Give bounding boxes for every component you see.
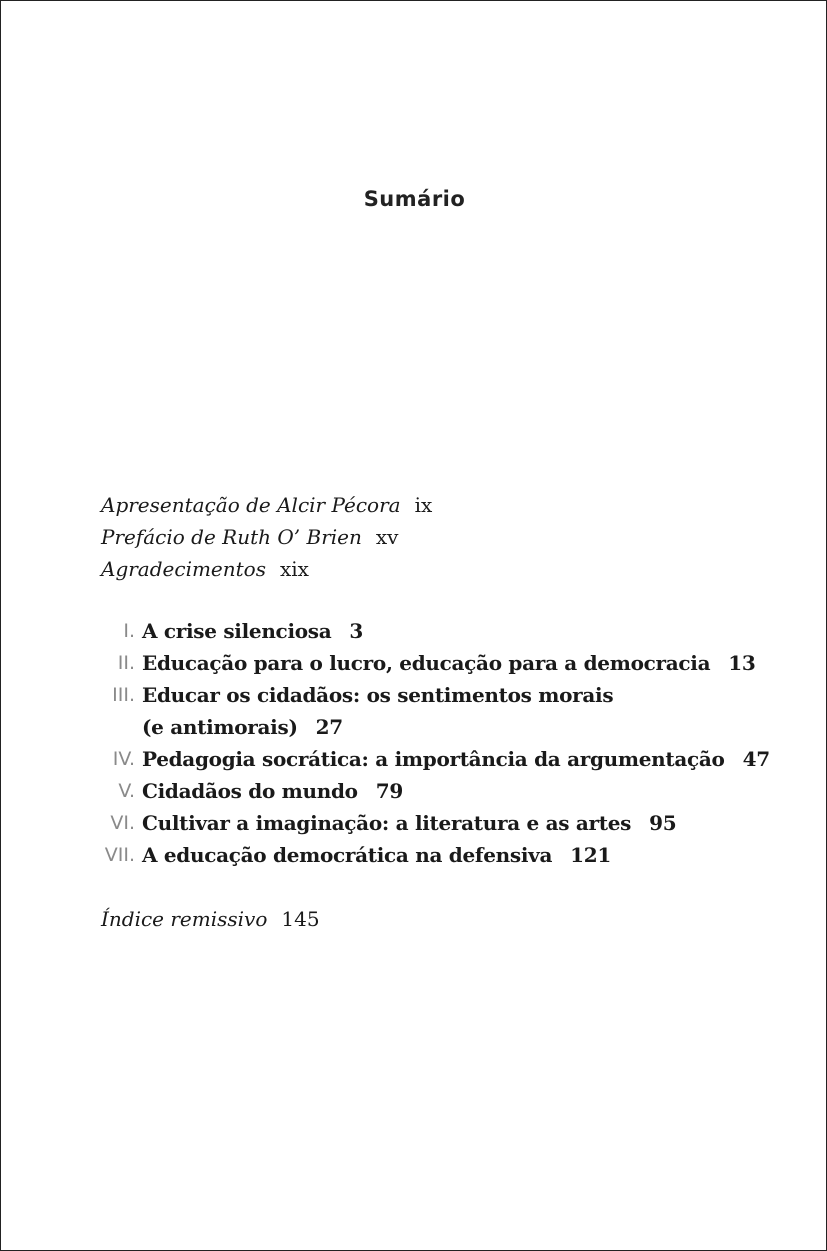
chapter-number: IV. bbox=[112, 748, 135, 770]
chapter-number: VII. bbox=[104, 844, 135, 866]
chapter-number: II. bbox=[117, 652, 135, 674]
page-title: Sumário bbox=[363, 187, 466, 211]
front-matter-page: ix bbox=[414, 493, 433, 517]
chapter-number: I. bbox=[123, 620, 135, 642]
chapter-item[interactable] bbox=[91, 775, 770, 807]
chapter-page: 121 bbox=[570, 843, 611, 867]
front-matter-label: Prefácio de Ruth O’ Brien bbox=[101, 525, 362, 549]
chapter-item[interactable] bbox=[91, 743, 770, 775]
chapter-page: 3 bbox=[349, 619, 364, 643]
chapter-title: Pedagogia socrática: a importância da argumentação bbox=[142, 747, 725, 771]
chapter-page: 47 bbox=[742, 747, 770, 771]
chapter-page: 27 bbox=[315, 715, 343, 739]
index-label: Índice remissivo bbox=[101, 907, 268, 931]
chapter-title: A crise silenciosa bbox=[142, 619, 332, 643]
chapter-title: Educar os cidadãos: os sentimentos morais bbox=[142, 683, 614, 707]
chapter-title: A educação democrática na defensiva bbox=[142, 843, 553, 867]
chapter-number: VI. bbox=[110, 812, 135, 834]
chapter-item[interactable] bbox=[91, 615, 770, 647]
chapter-item[interactable] bbox=[91, 647, 770, 679]
front-matter-item[interactable] bbox=[101, 521, 432, 553]
chapter-item[interactable] bbox=[91, 807, 770, 839]
chapter-page: 95 bbox=[649, 811, 677, 835]
chapter-item[interactable] bbox=[91, 839, 770, 871]
chapter-page: 79 bbox=[375, 779, 403, 803]
front-matter-item[interactable] bbox=[101, 553, 432, 585]
index-entry[interactable] bbox=[101, 903, 320, 935]
front-matter-page: xv bbox=[375, 525, 399, 549]
chapter-title: Educação para o lucro, educação para a democracia bbox=[142, 651, 711, 675]
chapter-title: Cidadãos do mundo bbox=[142, 779, 358, 803]
chapter-item[interactable] bbox=[91, 679, 770, 743]
front-matter-page: xix bbox=[280, 557, 309, 581]
front-matter-list bbox=[101, 489, 432, 585]
chapter-number: V. bbox=[118, 780, 135, 802]
front-matter-item[interactable] bbox=[101, 489, 432, 521]
chapter-number: III. bbox=[112, 684, 135, 706]
front-matter-label: Apresentação de Alcir Pécora bbox=[101, 493, 401, 517]
chapter-title: Cultivar a imaginação: a literatura e as artes bbox=[142, 811, 632, 835]
chapter-page: 13 bbox=[728, 651, 756, 675]
index-page: 145 bbox=[281, 907, 320, 931]
chapter-title-continued: (e antimorais) bbox=[142, 715, 298, 739]
front-matter-label: Agradecimentos bbox=[101, 557, 266, 581]
chapter-list bbox=[91, 615, 770, 871]
